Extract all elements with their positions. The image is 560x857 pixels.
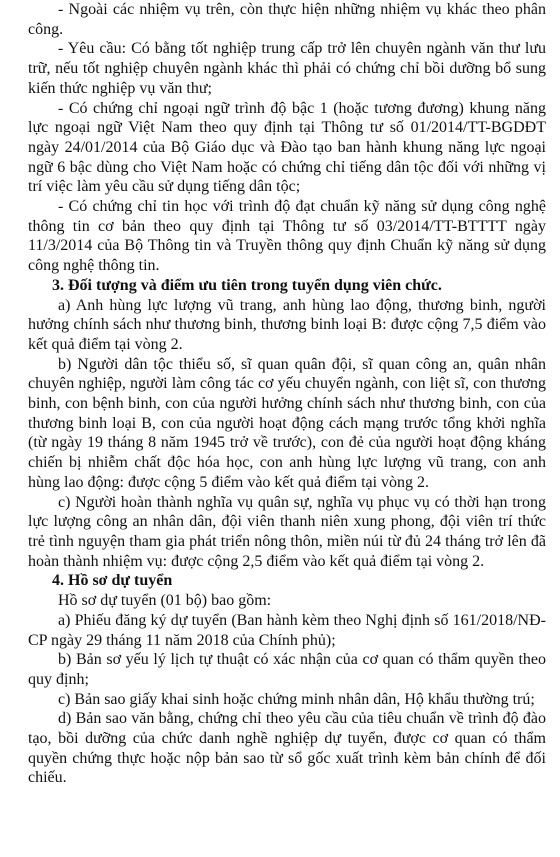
paragraph-other-duties: - Ngoài các nhiệm vụ trên, còn thực hiện những nhiệm vụ khác theo phân công. — [28, 1, 546, 38]
paragraph-application-a: a) Phiếu đăng ký dự tuyển (Ban hành kèm theo Nghị định số 161/2018/NĐ-CP ngày 29 tháng 11 năm 2018 của Chính phủ); — [28, 611, 546, 649]
paragraph-priority-c: c) Người hoàn thành nghĩa vụ quân sự, nghĩa vụ phục vụ có thời hạn trong lực lượng công an nhân dân, đội viên thanh niên xung phong, đội viên trí thức trẻ tình nguyện tham gia phát triển nông thôn, miền núi từ đủ 24 tháng trở lên đã hoàn thành nhiệm vụ: được cộng 2,5 điểm vào kết quả điểm tại vòng 2. — [28, 493, 546, 570]
paragraph-application-intro: Hồ sơ dự tuyển (01 bộ) bao gồm: — [58, 592, 272, 610]
paragraph-application-d: d) Bản sao văn bằng, chứng chỉ theo yêu cầu của tiêu chuẩn về trình độ đào tạo, bồi dưỡng của chức danh nghề nghiệp dự tuyển, được cơ quan có thẩm quyền chứng thực hoặc nộp bản sao từ sổ gốc xuất trình kèm bản chính để đối chiếu. — [28, 710, 546, 787]
paragraph-it-certificate: - Có chứng chỉ tin học với trình độ đạt chuẩn kỹ năng sử dụng công nghệ thông tin cơ bản theo quy định tại Thông tư số 03/2014/TT-BTTTT ngày 11/3/2014 của Bộ Thông tin và Truyền thông quy định Chuẩn kỹ năng sử dụng công nghệ thông tin. — [28, 198, 546, 275]
paragraph-foreign-language: - Có chứng chỉ ngoại ngữ trình độ bậc 1 (hoặc tương đương) khung năng lực ngoại ngữ Việt Nam theo quy định tại Thông tư số 01/2014/TT-BGDĐT ngày 24/01/2014 của Bộ Giáo dục và Đào tạo ban hành khung năng lực ngoại ngữ 6 bậc dùng cho Việt Nam hoặc có chứng chỉ tiếng dân tộc đối với những vị trí việc làm yêu cầu sử dụng tiếng dân tộc; — [28, 99, 546, 196]
paragraph-requirements: - Yêu cầu: Có bằng tốt nghiệp trung cấp trở lên chuyên ngành văn thư lưu trữ, nếu tốt nghiệp chuyên ngành khác thì phải có chứng chỉ bồi dưỡng bổ sung kiến thức nghiệp vụ văn thư; — [28, 40, 546, 97]
section-heading-application: 4. Hồ sơ dự tuyển — [52, 572, 173, 590]
section-heading-priority: 3. Đối tượng và điểm ưu tiên trong tuyển dụng viên chức. — [52, 276, 442, 294]
paragraph-priority-b: b) Người dân tộc thiểu số, sĩ quan quân đội, sĩ quan công an, quân nhân chuyên nghiệp, người làm công tác cơ yếu chuyển ngành, con liệt sĩ, con thương binh, con bệnh binh, con của người hưởng chính sách như thương binh, con của thương binh loại B, con của người hoạt động cách mạng trước tổng khởi nghĩa (từ ngày 19 tháng 8 năm 1945 trở về trước), con đẻ của người hoạt động kháng chiến bị nhiễm chất độc hóa học, con anh hùng lực lượng vũ trang, con anh hùng lao động: được cộng 5 điểm vào kết quả điểm tại vòng 2. — [28, 355, 546, 491]
document-page — [28, 0, 546, 788]
paragraph-application-b: b) Bản sơ yếu lý lịch tự thuật có xác nhận của cơ quan có thẩm quyền theo quy định; — [28, 651, 546, 688]
paragraph-application-c: c) Bản sao giấy khai sinh hoặc chứng minh nhân dân, Hộ khẩu thường trú; — [58, 690, 535, 708]
paragraph-priority-a: a) Anh hùng lực lượng vũ trang, anh hùng lao động, thương binh, người hưởng chính sách như thương binh, thương binh loại B: được cộng 7,5 điểm vào kết quả điểm tại vòng 2. — [28, 296, 546, 353]
